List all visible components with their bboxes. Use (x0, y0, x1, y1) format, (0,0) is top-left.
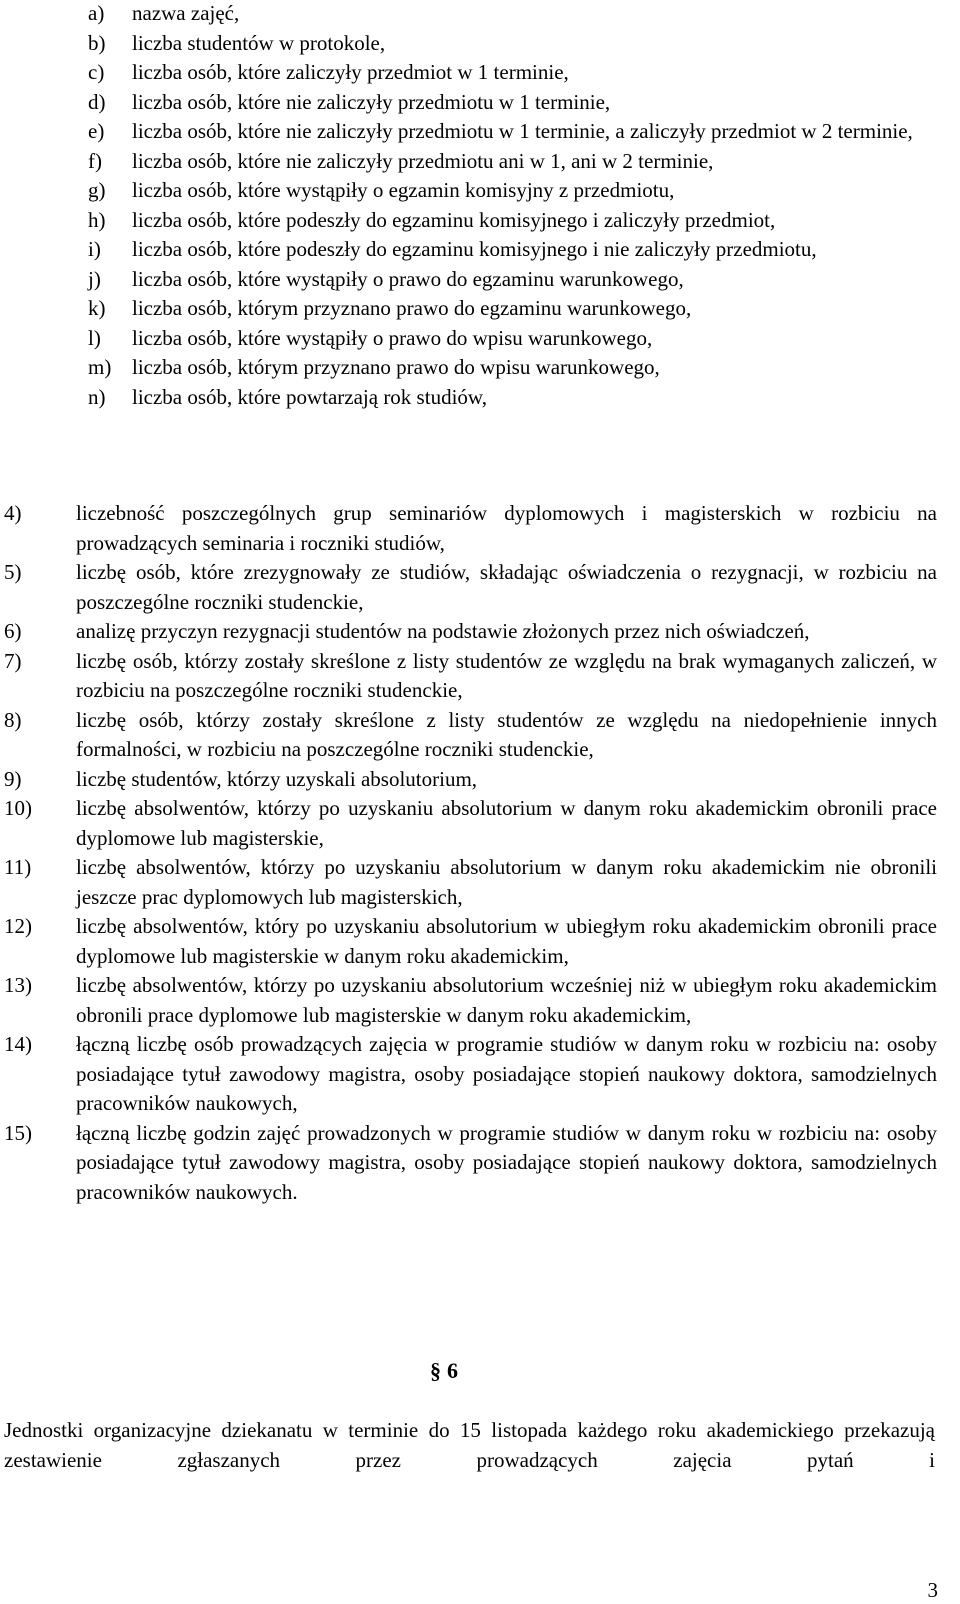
section-heading (0, 1358, 888, 1384)
list-marker: b) (88, 30, 106, 55)
sub-item-list (0, 0, 937, 412)
main-list-item (4, 558, 937, 617)
main-list-item (4, 1119, 937, 1208)
list-item-text: liczba osób, które wystąpiły o prawo do wpisu warunkowego, (132, 325, 653, 350)
list-marker: 4) (4, 501, 22, 525)
sub-list-item (88, 383, 937, 413)
list-marker: f) (88, 148, 102, 173)
list-item-text: liczbę osób, które zrezygnowały ze studiów, składając oświadczenia o rezygnacji, w rozbiciu na poszczególne roczniki studenckie, (76, 560, 937, 614)
list-marker: 12) (4, 914, 32, 938)
sub-list-item (88, 294, 937, 324)
main-item-list (0, 499, 937, 1207)
list-item-text: liczba studentów w protokole, (132, 30, 386, 55)
main-list-item (4, 1030, 937, 1119)
sub-list-item (88, 88, 937, 118)
list-item-text: analizę przyczyn rezygnacji studentów na podstawie złożonych przez nich oświadczeń, (76, 619, 810, 643)
list-marker: g) (88, 178, 106, 202)
sub-list-item (88, 58, 937, 88)
list-item-text: liczbę absolwentów, którzy po uzyskaniu absolutorium wcześniej niż w ubiegłym roku akademickim obronili prace dyplomowe lub magisterskie w danym roku akademickim, (76, 973, 937, 1027)
sub-list-item (88, 0, 937, 29)
list-marker: 15) (4, 1120, 32, 1145)
list-item-text: liczba osób, które powtarzają rok studiów, (132, 384, 487, 409)
main-list-item (4, 912, 937, 971)
main-list-item (4, 617, 937, 647)
list-marker: 6) (4, 619, 22, 643)
list-marker: k) (88, 296, 106, 320)
list-marker: i) (88, 237, 101, 261)
main-list-item (4, 971, 937, 1030)
list-marker: d) (88, 89, 106, 114)
list-marker: 10) (4, 796, 32, 820)
list-marker: 7) (4, 648, 22, 673)
list-item-text: liczbę osób, którzy zostały skreślone z listy studentów ze względu na niedopełnienie innych formalności, w rozbiciu na poszczególne roczniki studenckie, (76, 707, 937, 761)
list-item-text: nazwa zajęć, (132, 1, 240, 25)
list-marker: 5) (4, 560, 22, 584)
list-item-text: liczba osób, które nie zaliczyły przedmiotu w 1 terminie, a zaliczyły przedmiot w 2 terminie, (132, 119, 913, 143)
main-list-item (4, 853, 937, 912)
section-symbol: § (430, 1358, 441, 1383)
list-item-text: liczbę absolwentów, którzy po uzyskaniu absolutorium w danym roku akademickim obronili prace dyplomowe lub magisterskie, (76, 796, 937, 850)
sub-list-item (88, 29, 937, 59)
sub-list-item (88, 117, 937, 147)
list-marker: 8) (4, 707, 22, 732)
list-item-text: liczba osób, które nie zaliczyły przedmiotu w 1 terminie, (132, 89, 611, 114)
list-marker: 13) (4, 973, 32, 997)
main-list-item (4, 647, 937, 706)
list-item-text: liczba osób, które podeszły do egzaminu komisyjnego i nie zaliczyły przedmiotu, (132, 237, 817, 261)
list-marker: 11) (4, 855, 32, 879)
list-item-text: łączną liczbę godzin zajęć prowadzonych w programie studiów w danym roku w rozbiciu na: osoby posiadające tytuł zawodowy magistra, osoby posiadające stopień naukowy doktora, samodzielnych pracowników naukowych. (76, 1120, 937, 1204)
list-item-text: liczba osób, które wystąpiły o egzamin komisyjny z przedmiotu, (132, 178, 675, 202)
sub-list-item (88, 206, 937, 236)
list-item-text: liczbę studentów, którzy uzyskali absolutorium, (76, 766, 478, 791)
list-item-text: łączną liczbę osób prowadzących zajęcia w programie studiów w danym roku w rozbiciu na: osoby posiadające tytuł zawodowy magistra, osoby posiadające stopień naukowy doktora, samodzielnych pracowników naukowych, (76, 1032, 937, 1115)
list-item-text: liczba osób, które nie zaliczyły przedmiotu ani w 1, ani w 2 terminie, (132, 148, 714, 173)
sub-list-item (88, 324, 937, 354)
list-item-text: liczba osób, które podeszły do egzaminu komisyjnego i zaliczyły przedmiot, (132, 207, 776, 232)
list-item-text: liczebność poszczególnych grup seminariów dyplomowych i magisterskich w rozbiciu na prowadzących seminaria i roczniki studiów, (76, 501, 937, 555)
section-number: 6 (447, 1358, 458, 1383)
list-marker: l) (88, 325, 101, 350)
sub-list-item (88, 147, 937, 177)
sub-list-item (88, 235, 937, 265)
list-marker: m) (88, 355, 112, 379)
list-item-text: liczba osób, które wystąpiły o prawo do egzaminu warunkowego, (132, 266, 684, 291)
list-marker: 9) (4, 766, 22, 791)
list-item-text: liczba osób, którym przyznano prawo do wpisu warunkowego, (132, 355, 660, 379)
list-item-text: liczbę osób, którzy zostały skreślone z listy studentów ze względu na brak wymaganych zaliczeń, w rozbiciu na poszczególne roczniki studenckie, (76, 648, 937, 702)
body-paragraph: Jednostki organizacyjne dziekanatu w terminie do 15 listopada każdego roku akademickiego przekazują zestawienie zgłaszanych przez prowadzących zajęcia pytań i (4, 1418, 935, 1472)
main-list-item (4, 765, 937, 795)
main-list-item (4, 499, 937, 558)
sub-list-item (88, 353, 937, 383)
list-marker: c) (88, 60, 105, 84)
list-marker: a) (88, 1, 105, 25)
sub-list-item (88, 176, 937, 206)
main-list-item (4, 794, 937, 853)
list-item-text: liczbę absolwentów, który po uzyskaniu absolutorium w ubiegłym roku akademickim obronili prace dyplomowe lub magisterskie w danym roku akademickim, (76, 914, 937, 968)
list-marker: h) (88, 207, 106, 232)
list-marker: j) (88, 266, 101, 291)
list-item-text: liczba osób, którym przyznano prawo do egzaminu warunkowego, (132, 296, 692, 320)
list-marker: n) (88, 384, 106, 409)
list-marker: 14) (4, 1032, 32, 1056)
sub-list-item (88, 265, 937, 295)
page-number: 3 (927, 1578, 938, 1602)
list-item-text: liczbę absolwentów, którzy po uzyskaniu absolutorium w danym roku akademickim nie obronili jeszcze prac dyplomowych lub magisterskich, (76, 855, 937, 909)
main-list-item (4, 706, 937, 765)
list-marker: e) (88, 119, 105, 143)
list-item-text: liczba osób, które zaliczyły przedmiot w 1 terminie, (132, 60, 569, 84)
